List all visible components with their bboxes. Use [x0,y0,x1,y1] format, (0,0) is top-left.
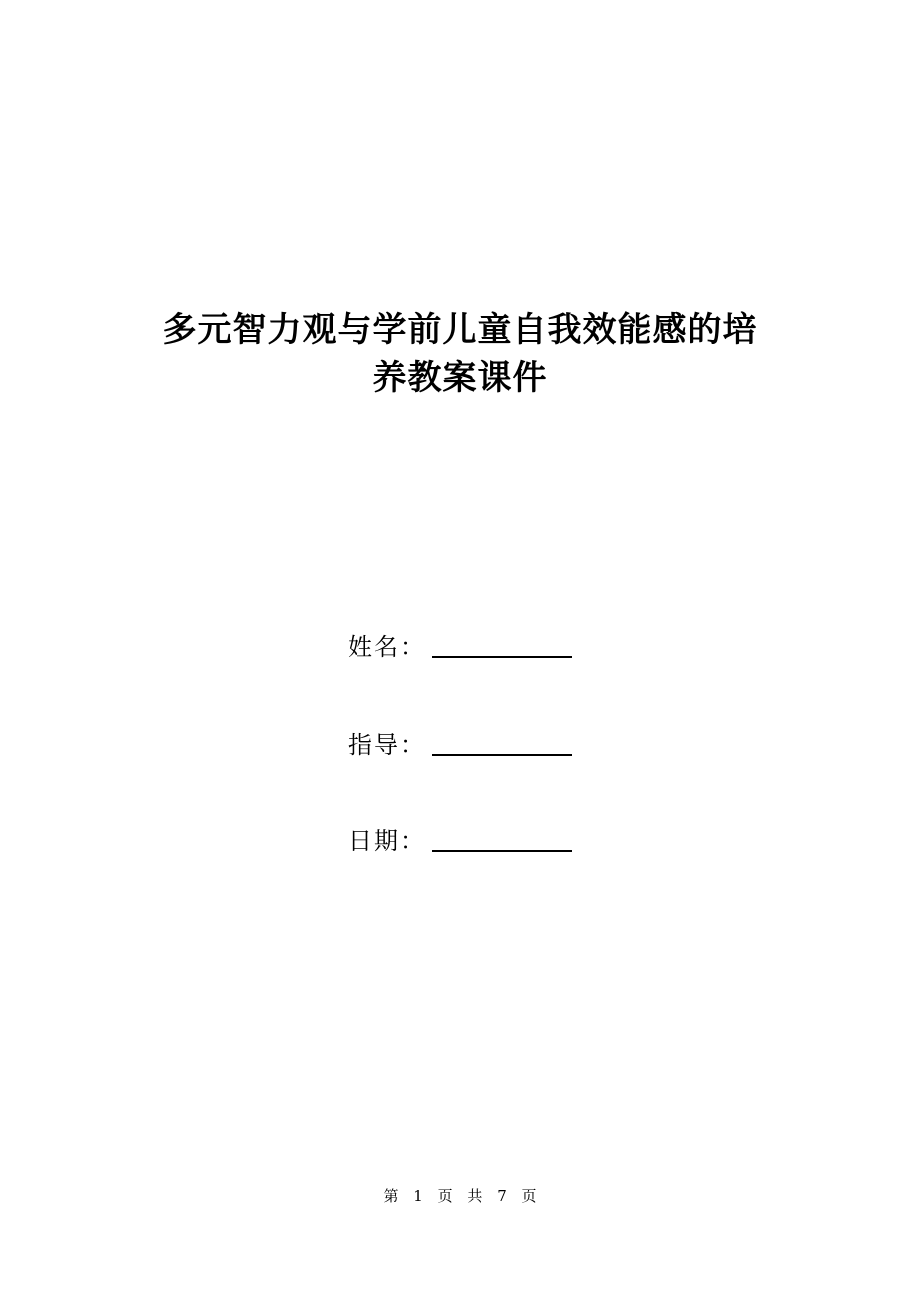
name-field [348,622,572,662]
page-footer [0,1186,920,1206]
name-label: 姓名： [348,633,426,661]
footer-total-pages: 7 [497,1187,507,1205]
footer-total-prefix: 共 [467,1187,483,1205]
document-title [100,306,820,402]
title-line-2: 养教案课件 [372,358,548,398]
footer-page-prefix: 第 [383,1187,399,1205]
advisor-field [348,720,572,760]
date-blank-line [432,850,572,852]
footer-page-word: 页 [437,1187,453,1205]
footer-total-suffix: 页 [521,1187,537,1205]
date-field [348,816,572,856]
footer-current-page: 1 [413,1187,423,1205]
advisor-label: 指导： [348,731,426,759]
title-line-1: 多元智力观与学前儿童自我效能感的培 [162,310,758,350]
name-blank-line [432,656,572,658]
date-label: 日期： [348,827,426,855]
advisor-blank-line [432,754,572,756]
